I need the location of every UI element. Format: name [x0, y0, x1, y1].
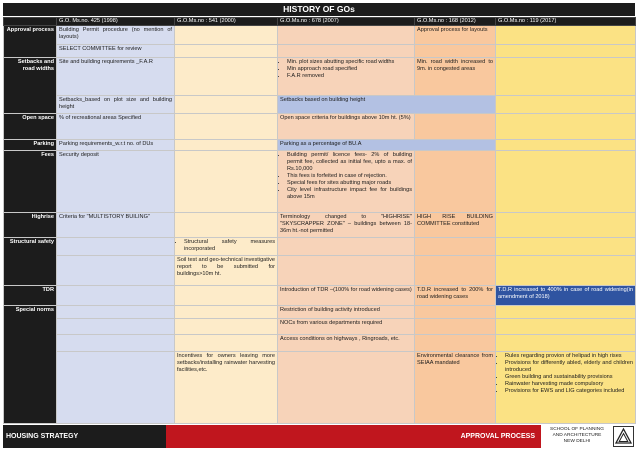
bullet-list	[498, 353, 633, 395]
table-cell	[278, 45, 415, 57]
row-category-fees: Fees	[4, 151, 57, 213]
table-cell	[175, 151, 278, 213]
table-cell	[57, 238, 175, 255]
row-category-parking: Parking	[4, 139, 57, 150]
bullet-list	[177, 239, 275, 253]
table-cell: T.D.R increased to 200% for road widening cases	[415, 286, 496, 305]
table-cell	[496, 95, 636, 113]
row-category-openspace: Open space	[4, 114, 57, 140]
list-item: • Rules regarding provion of helipad in high rises	[505, 353, 633, 360]
list-item: • City level infrastructure impact fee for buildings above 15m	[287, 187, 412, 201]
institution-logo-icon	[613, 426, 634, 447]
table-cell	[57, 286, 175, 305]
footer-approval-process: APPROVAL PROCESS	[166, 425, 541, 448]
row-category-highrise: Highrise	[4, 212, 57, 238]
table-cell	[57, 255, 175, 286]
go-history-table	[3, 17, 636, 424]
list-item: • Provisions for differently abled, elderly and children introduced	[505, 360, 633, 374]
table-cell	[175, 286, 278, 305]
table-cell: Access conditions on highways , Ringroads, etc.	[278, 334, 415, 351]
table-cell	[175, 305, 278, 318]
table-cell	[278, 57, 415, 95]
table-cell	[496, 352, 636, 424]
table-cell: Setbacks_based on plot size and building height	[57, 95, 175, 113]
table-cell	[496, 305, 636, 318]
column-header: G.O.Ms.no : 119 (2017)	[496, 18, 636, 26]
table-cell: Security deposit	[57, 151, 175, 213]
table-cell: HIGH RISE BUILDING COMMITTEE constituted	[415, 212, 496, 238]
column-header: G.O.Ms.no : 541 (2000)	[175, 18, 278, 26]
table-cell: Criteria for "MULTISTORY BUILING"	[57, 212, 175, 238]
table-cell	[496, 212, 636, 238]
table-cell: Environmental clearance from SEIAA mandated	[415, 352, 496, 424]
list-item: • Provisions for EWS and LIG categories included	[505, 388, 633, 395]
table-cell: Terminology changed to "HIGHRISE" "SKYSCRAPPER ZONE" – buildings between 18-36m ht.-not permitted	[278, 212, 415, 238]
table-cell	[175, 139, 278, 150]
table-cell	[175, 319, 278, 334]
table-cell	[415, 45, 496, 57]
column-header: G.O. Ms.no. 425 (1998)	[57, 18, 175, 26]
table-cell: Parking requirements_w.r.t no. of DUs	[57, 139, 175, 150]
list-item: • Special fees for sites abutting major roads	[287, 180, 412, 187]
table-cell: Introduction of TDR –(100% for road widening cases)	[278, 286, 415, 305]
table-cell	[278, 26, 415, 45]
footer-bar	[3, 425, 635, 448]
list-item: • Green building and sustainability provisions	[505, 374, 633, 381]
table-cell: Restriction of building activity introduced	[278, 305, 415, 318]
table-cell	[57, 319, 175, 334]
institution-line: NEW DELHI	[563, 439, 591, 444]
table-cell	[496, 319, 636, 334]
row-category-special: Special norms	[4, 305, 57, 423]
table-cell	[496, 151, 636, 213]
table-cell	[57, 352, 175, 424]
table-cell: Open space criteria for buildings above 10m ht. (5%)	[278, 114, 415, 140]
bullet-list	[280, 152, 412, 201]
list-item: • Building permit/ licence fees- 2% of building permit fee, collected as initial fee, upto a max. of Rs.10,000	[287, 152, 412, 173]
table-cell	[496, 57, 636, 95]
table-cell	[415, 255, 496, 286]
table-cell	[175, 45, 278, 57]
table-cell	[175, 114, 278, 140]
table-cell	[496, 114, 636, 140]
table-cell: SELECT COMMITTEE for review	[57, 45, 175, 57]
table-cell	[415, 305, 496, 318]
column-header: G.O.Ms.no : 678 (2007)	[278, 18, 415, 26]
list-item: • Min. plot sizes abutting specific road widths	[287, 59, 412, 66]
list-item: • F.A.R removed	[287, 73, 412, 80]
row-category-setbacks: Setbacks and road widths	[4, 57, 57, 113]
list-item: • Min approach road specified	[287, 66, 412, 73]
table-cell: Building Permit procedure (no mention of layouts)	[57, 26, 175, 45]
table-cell	[278, 151, 415, 213]
institution-line: SCHOOL OF PLANNING	[550, 427, 604, 432]
table-cell	[175, 212, 278, 238]
table-cell	[415, 334, 496, 351]
table-cell: % of recreational areas Specified	[57, 114, 175, 140]
table-cell	[175, 57, 278, 95]
table-cell	[278, 255, 415, 286]
row-category-structural: Structural safety	[4, 238, 57, 286]
table-cell: NOCs from various departments required	[278, 319, 415, 334]
table-cell	[175, 95, 278, 113]
table-cell: Approval process for layouts	[415, 26, 496, 45]
list-item: • Structural safety measures incorporated	[184, 239, 275, 253]
table-cell	[175, 238, 278, 255]
table-cell: Incentives for owners leaving more setbacks/installing rainwater harvesting facilities,etc.	[175, 352, 278, 424]
table-cell	[496, 334, 636, 351]
bullet-list	[280, 59, 412, 80]
table-cell	[415, 238, 496, 255]
table-cell: Parking as a percentage of BU.A	[278, 139, 496, 150]
table-cell	[415, 319, 496, 334]
table-cell	[496, 45, 636, 57]
institution-line: AND ARCHITECTURE	[552, 433, 602, 438]
table-cell	[496, 26, 636, 45]
footer-institution	[543, 425, 611, 448]
row-category-tdr: TDR	[4, 286, 57, 305]
table-cell	[278, 238, 415, 255]
list-item: • Rainwater harvesting made compulsory	[505, 381, 633, 388]
table-cell	[278, 352, 415, 424]
table-cell: Soil test and geo-technical investigative report to be submitted for buildings>10m ht.	[175, 255, 278, 286]
column-header: G.O.Ms.no : 168 (2012)	[415, 18, 496, 26]
table-cell	[496, 255, 636, 286]
table-cell	[175, 26, 278, 45]
table-cell	[175, 334, 278, 351]
footer-housing-strategy: HOUSING STRATEGY	[3, 425, 166, 448]
header-corner	[4, 18, 57, 26]
list-item: • This fees is forfeited in case of rejection.	[287, 173, 412, 180]
row-category-approval: Approval process	[4, 26, 57, 58]
table-cell	[57, 305, 175, 318]
table-cell	[415, 151, 496, 213]
table-cell	[496, 139, 636, 150]
table-cell	[57, 334, 175, 351]
table-cell: T.D.R increased to 400% in case of road widening(in amendment of 2018)	[496, 286, 636, 305]
table-cell: Setbacks based on building height	[278, 95, 496, 113]
table-cell	[496, 238, 636, 255]
table-cell	[415, 114, 496, 140]
page-title: HISTORY OF GOs	[3, 3, 635, 16]
table-cell: Min. road width increased to 9m. in congested areas	[415, 57, 496, 95]
table-cell: Site and building requirements _F.A.R	[57, 57, 175, 95]
